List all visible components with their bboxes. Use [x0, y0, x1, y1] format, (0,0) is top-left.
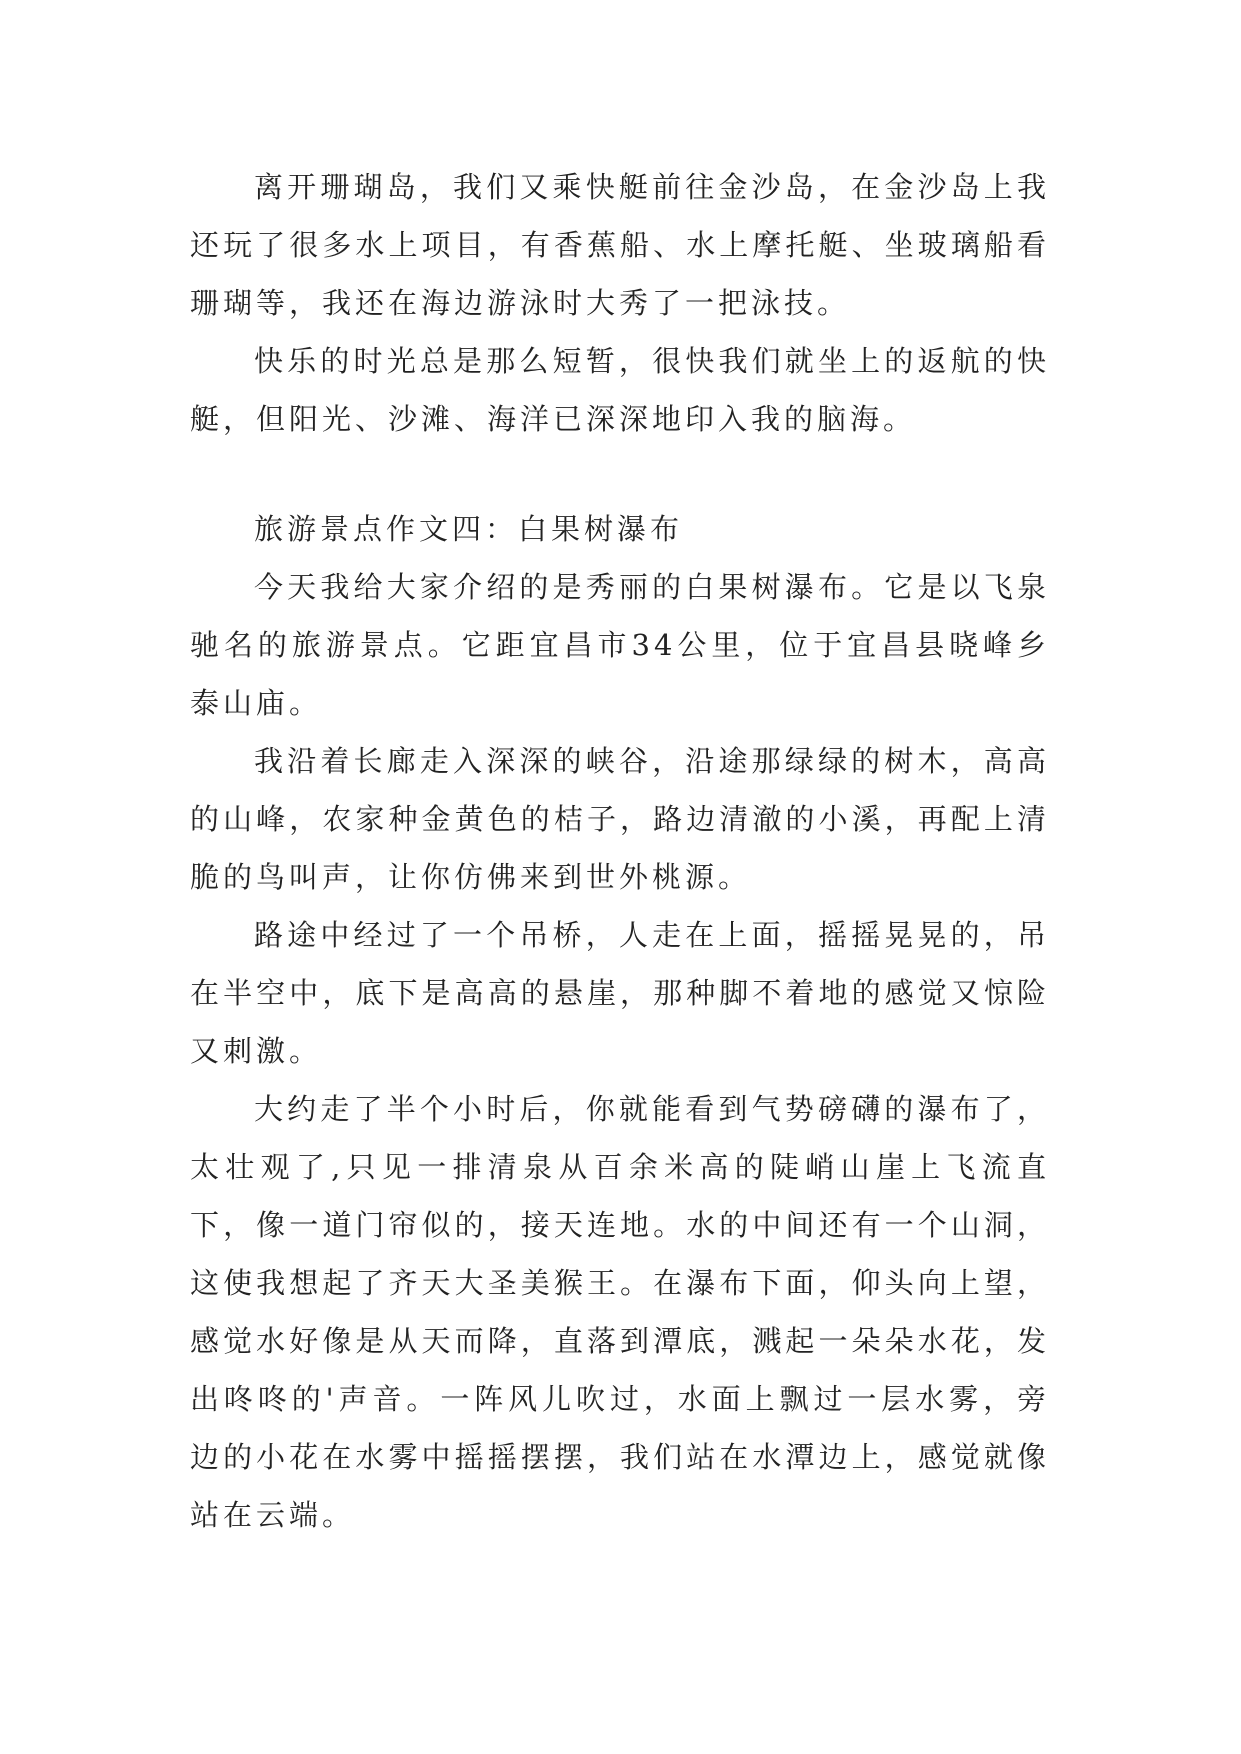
document-body — [190, 158, 1050, 1544]
paragraph-golden-sand-island: 离开珊瑚岛，我们又乘快艇前往金沙岛，在金沙岛上我还玩了很多水上项目，有香蕉船、水上摩托艇、坐玻璃船看珊瑚等，我还在海边游泳时大秀了一把泳技。 — [190, 170, 1050, 320]
paragraph-return-trip: 快乐的时光总是那么短暂，很快我们就坐上的返航的快艇，但阳光、沙滩、海洋已深深地印入我的脑海。 — [190, 344, 1050, 436]
paragraph-waterfall-view: 大约走了半个小时后，你就能看到气势磅礴的瀑布了，太壮观了,只见一排清泉从百余米高的陡峭山崖上飞流直下，像一道门帘似的，接天连地。水的中间还有一个山洞，这使我想起了齐天大圣美猴王。在瀑布下面，仰头向上望，感觉水好像是从天而降，直落到潭底，溅起一朵朵水花，发出咚咚的'声音。一阵风儿吹过，水面上飘过一层水雾，旁边的小花在水雾中摇摇摆摆，我们站在水潭边上，感觉就像站在云端。 — [190, 1092, 1050, 1532]
paragraph-suspension-bridge: 路途中经过了一个吊桥，人走在上面，摇摇晃晃的，吊在半空中，底下是高高的悬崖，那种脚不着地的感觉又惊险又刺激。 — [190, 918, 1050, 1068]
paragraph-waterfall-intro: 今天我给大家介绍的是秀丽的白果树瀑布。它是以飞泉驰名的旅游景点。它距宜昌市34公里，位于宜昌县晓峰乡泰山庙。 — [190, 570, 1050, 720]
section-title: 旅游景点作文四：白果树瀑布 — [254, 512, 684, 546]
paragraph-canyon-walk: 我沿着长廊走入深深的峡谷，沿途那绿绿的树木，高高的山峰，农家种金黄色的桔子，路边清澈的小溪，再配上清脆的鸟叫声，让你仿佛来到世外桃源。 — [190, 744, 1050, 894]
